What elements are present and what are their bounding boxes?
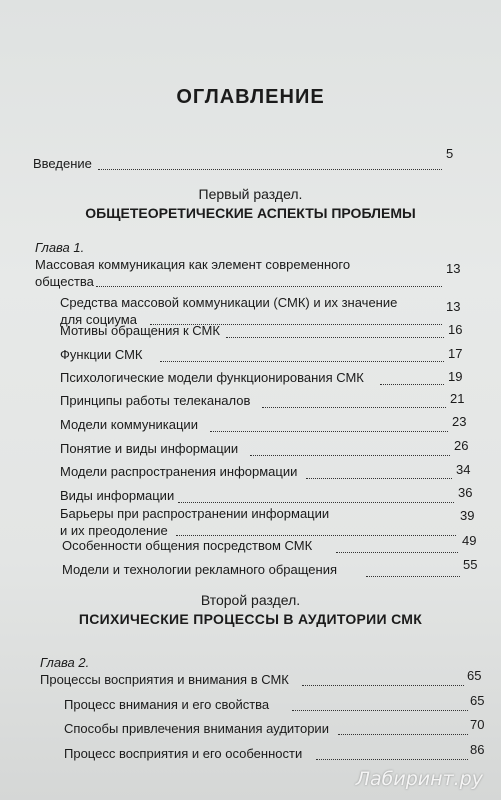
- page-number: 86: [470, 742, 485, 757]
- toc-entry: Способы привлечения внимания аудитории: [64, 721, 329, 736]
- section-heading-1: [0, 186, 501, 221]
- section-label: Второй раздел.: [200, 592, 301, 608]
- toc-entry: Виды информации: [60, 488, 175, 503]
- dot-leader: [336, 551, 458, 553]
- dot-leader: [98, 168, 442, 170]
- page-number: 36: [458, 485, 473, 500]
- toc-entry: Принципы работы телеканалов: [60, 393, 251, 408]
- page-number: 49: [462, 533, 477, 548]
- toc-entry: для социума: [60, 312, 137, 327]
- toc-entry: Функции СМК: [60, 347, 143, 362]
- section-title: ПСИХИЧЕСКИЕ ПРОЦЕССЫ В АУДИТОРИИ СМК: [78, 611, 423, 627]
- page-number: 17: [448, 346, 463, 361]
- page-number: 39: [460, 508, 475, 523]
- toc-entry: Мотивы обращения к СМК: [60, 323, 220, 338]
- dot-leader: [338, 733, 468, 735]
- dot-leader: [250, 454, 450, 456]
- dot-leader: [176, 534, 456, 536]
- page-number: 13: [446, 261, 461, 276]
- toc-entry: Средства массовой коммуникации (СМК) и их значение: [60, 295, 398, 310]
- page-number: 70: [470, 717, 485, 732]
- page-number: 55: [463, 557, 478, 572]
- section-label: Первый раздел.: [198, 186, 303, 202]
- chapter-heading-line: Массовая коммуникация как элемент современного: [35, 257, 351, 272]
- toc-entry: Особенности общения посредством СМК: [62, 538, 313, 553]
- toc-entry: Процесс восприятия и его особенности: [64, 746, 303, 761]
- toc-entry: Процесс внимания и его свойства: [64, 697, 270, 712]
- page-number: 26: [454, 438, 469, 453]
- toc-entry-intro: Введение: [33, 156, 92, 171]
- page-number: 21: [450, 391, 465, 406]
- chapter-heading-line: Процессы восприятия и внимания в СМК: [40, 672, 289, 687]
- toc-entry: и их преодоление: [60, 523, 168, 538]
- dot-leader: [306, 477, 452, 479]
- section-title: ОБЩЕТЕОРЕТИЧЕСКИЕ АСПЕКТЫ ПРОБЛЕМЫ: [85, 205, 416, 221]
- page-number: 16: [448, 322, 463, 337]
- chapter-heading-line: общества: [35, 274, 94, 289]
- dot-leader: [178, 501, 454, 503]
- chapter-label: Глава 2.: [40, 655, 90, 670]
- dot-leader: [366, 575, 460, 577]
- chapter-label: Глава 1.: [35, 240, 85, 255]
- dot-leader: [380, 383, 444, 385]
- page-number: 65: [470, 693, 485, 708]
- page-number: 23: [452, 414, 467, 429]
- toc-entry: Модели распространения информации: [60, 464, 298, 479]
- dot-leader: [96, 285, 442, 287]
- toc-entry: Модели коммуникации: [60, 417, 198, 432]
- toc-entry: Барьеры при распространении информации: [60, 506, 330, 521]
- page-number: 34: [456, 462, 471, 477]
- page-number: 5: [446, 146, 454, 161]
- watermark-logo: Лабиринт.ру: [355, 768, 483, 790]
- section-heading-2: [0, 592, 501, 627]
- toc-entry: Модели и технологии рекламного обращения: [62, 562, 337, 577]
- page-number: 19: [448, 369, 463, 384]
- page-title: ОГЛАВЛЕНИЕ: [176, 86, 325, 108]
- page-number: 13: [446, 299, 461, 314]
- dot-leader: [302, 684, 464, 686]
- dot-leader: [210, 430, 448, 432]
- toc-entry: Психологические модели функционирования СМК: [60, 370, 364, 385]
- toc-entry: Понятие и виды информации: [60, 441, 239, 456]
- page-number: 65: [467, 668, 482, 683]
- dot-leader: [292, 709, 468, 711]
- dot-leader: [262, 406, 446, 408]
- dot-leader: [316, 758, 468, 760]
- dot-leader: [160, 360, 444, 362]
- dot-leader: [226, 336, 444, 338]
